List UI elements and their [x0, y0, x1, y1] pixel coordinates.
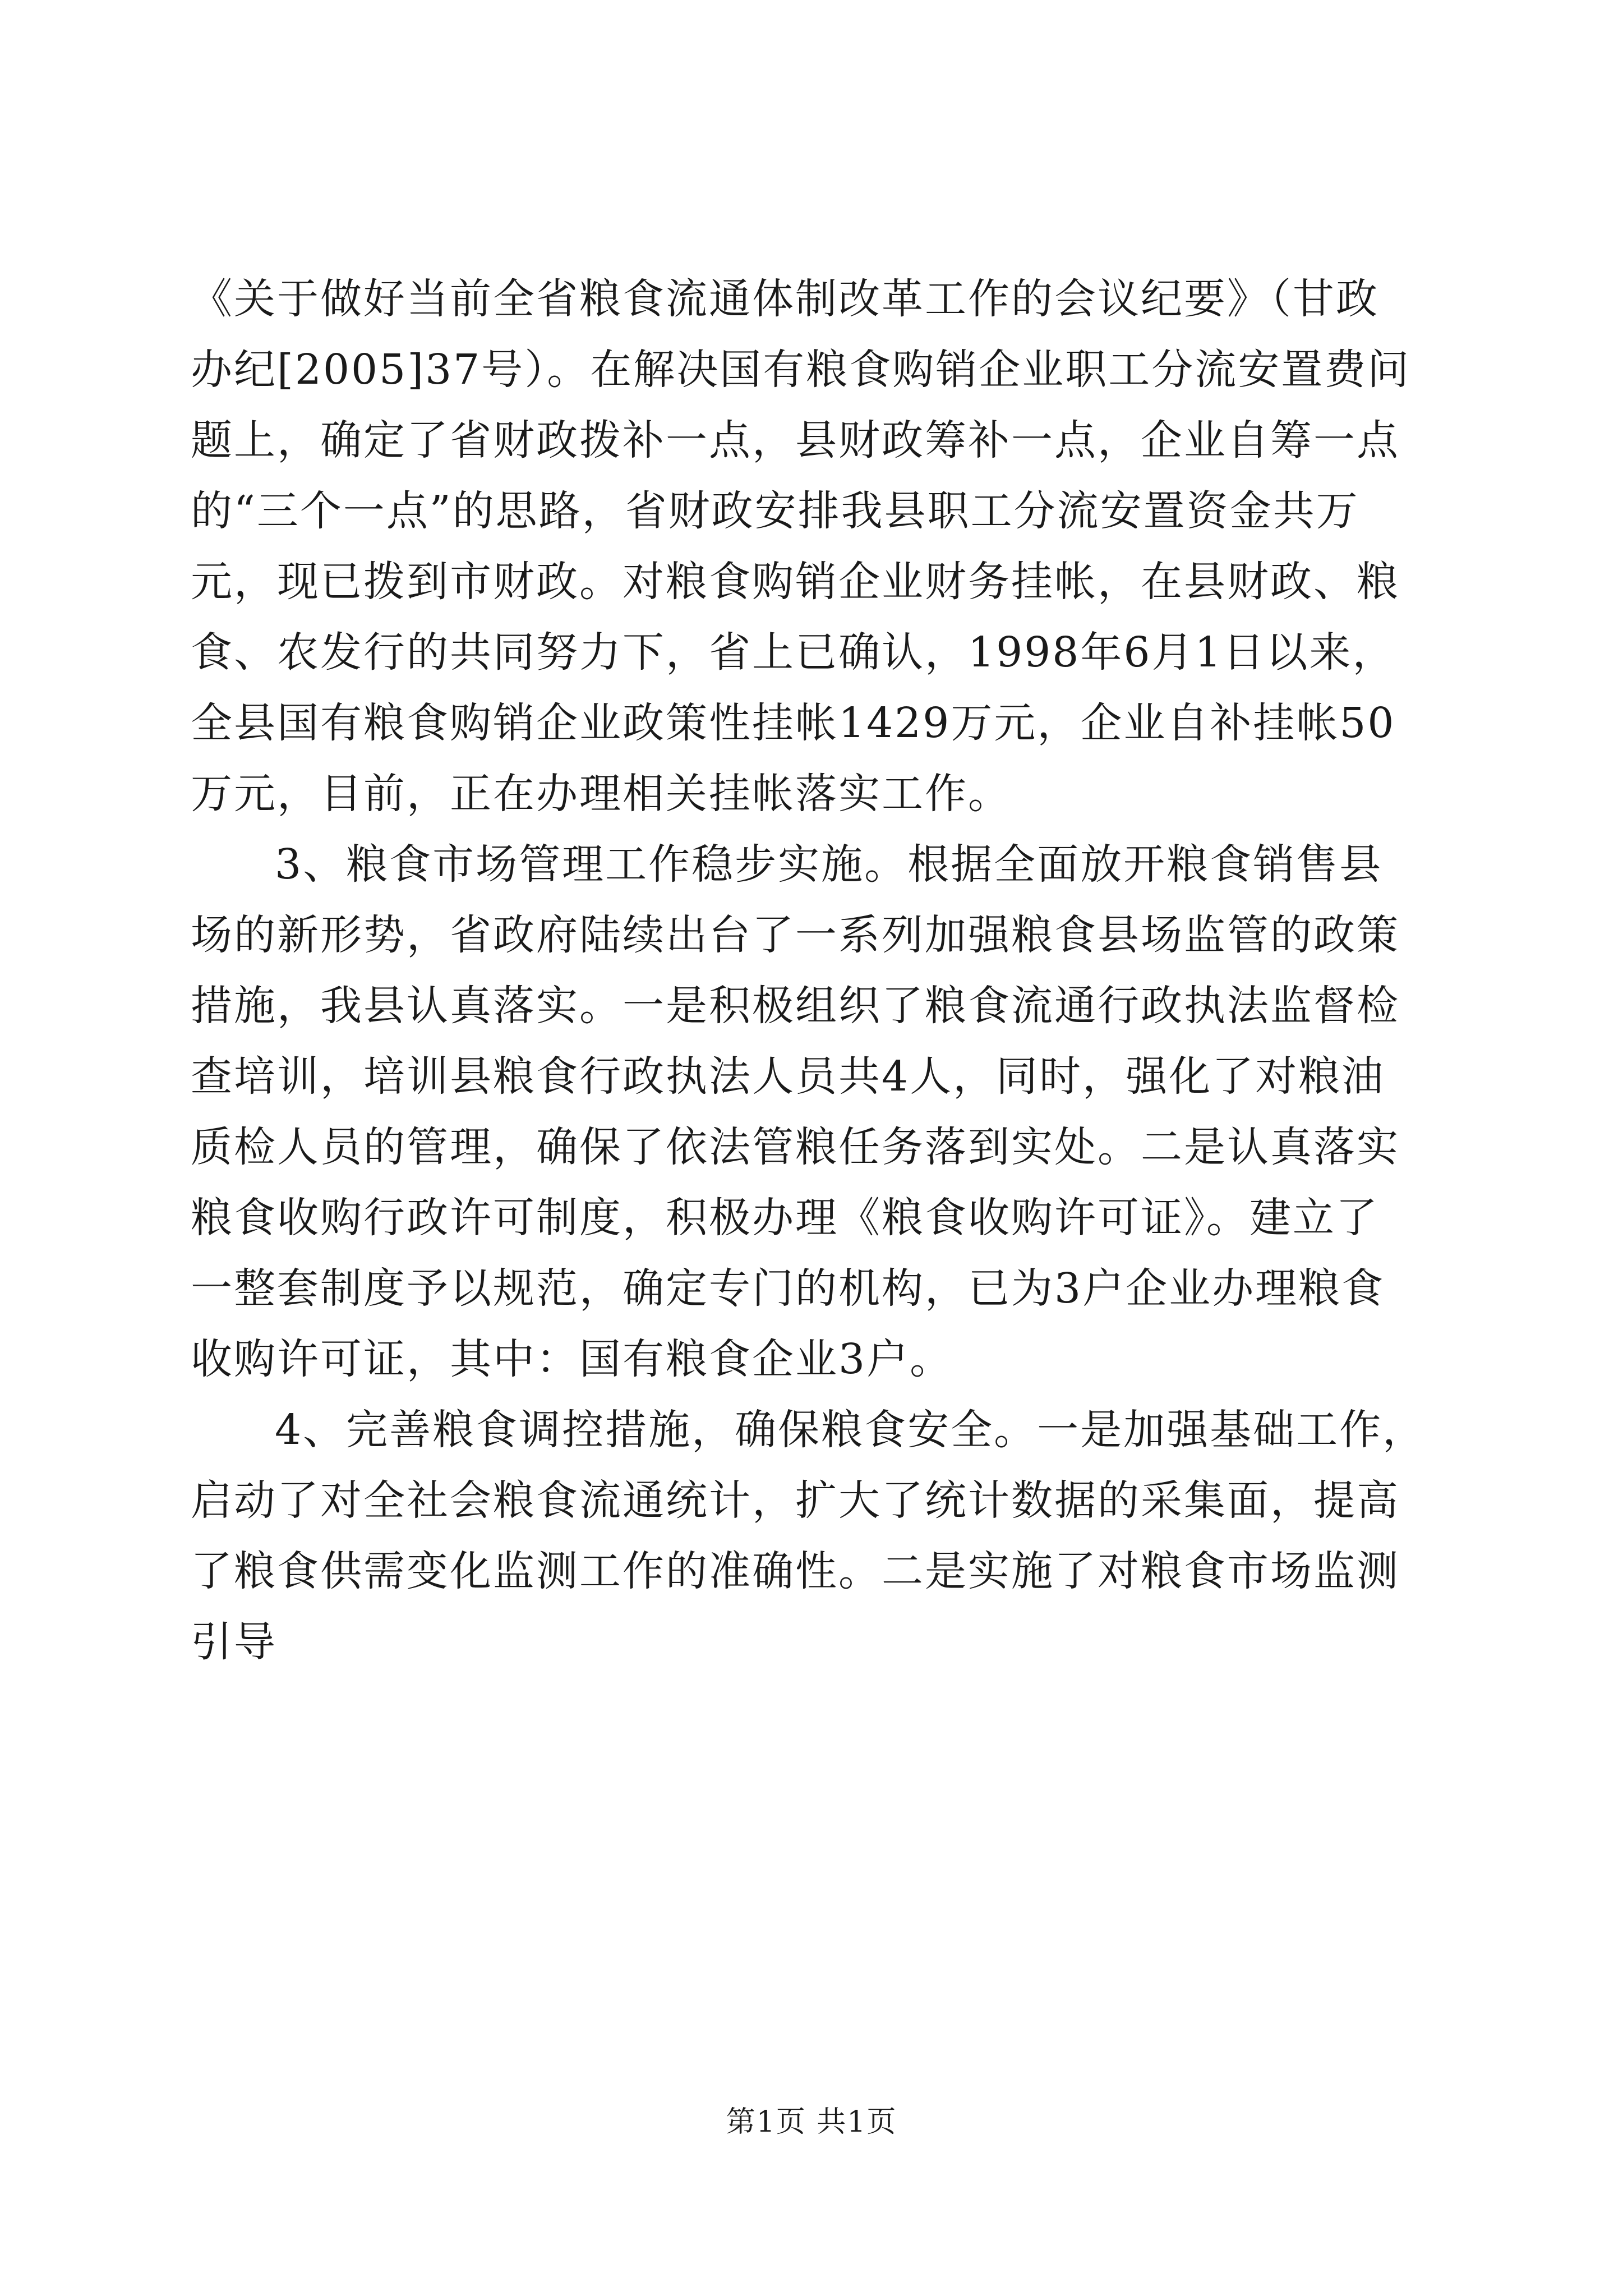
- paragraph-3-first-line: 3、粮食市场管理工作稳步实施。根据全面放开粮食销售县: [275, 840, 1383, 889]
- text-line: 粮食收购行政许可制度，积极办理《粮食收购许可证》。建立了: [191, 1194, 1379, 1242]
- text-line: 引导: [191, 1618, 277, 1666]
- text-line: 《关于做好当前全省粮食流通体制改革工作的会议纪要》（甘政: [191, 275, 1379, 323]
- text-line: 收购许可证，其中：国有粮食企业3户。: [191, 1335, 953, 1383]
- text-line: 办纪[2005]37号）。在解决国有粮食购销企业职工分流安置费问: [191, 346, 1411, 394]
- text-line: 元，现已拨到市财政。对粮食购销企业财务挂帐，在县财政、粮: [191, 558, 1400, 606]
- text-line: 全县国有粮食购销企业政策性挂帐1429万元，企业自补挂帐50: [191, 699, 1396, 747]
- text-line: 启动了对全社会粮食流通统计，扩大了统计数据的采集面，提高: [191, 1476, 1400, 1525]
- document-body: [191, 264, 1441, 1677]
- paragraph-4-first-line: 4、完善粮食调控措施，确保粮食安全。一是加强基础工作，: [275, 1406, 1426, 1454]
- text-line: 场的新形势，省政府陆续出台了一系列加强粮食县场监管的政策: [191, 911, 1400, 959]
- text-line: 食、农发行的共同努力下，省上已确认，1998年6月1日以来，: [191, 628, 1396, 677]
- text-line: 万元，目前，正在办理相关挂帐落实工作。: [191, 770, 1011, 818]
- text-line: 题上，确定了省财政拨补一点，县财政筹补一点，企业自筹一点: [191, 416, 1400, 464]
- text-line: 的“三个一点”的思路，省财政安排我县职工分流安置资金共万: [191, 487, 1359, 535]
- text-line: 一整套制度予以规范，确定专门的机构，已为3户企业办理粮食: [191, 1264, 1385, 1313]
- text-line: 查培训，培训县粮食行政执法人员共4人，同时，强化了对粮油: [191, 1052, 1385, 1101]
- text-line: 质检人员的管理，确保了依法管粮任务落到实处。二是认真落实: [191, 1123, 1400, 1171]
- page-number-footer: 第1页 共1页: [726, 2105, 897, 2139]
- text-line: 了粮食供需变化监测工作的准确性。二是实施了对粮食市场监测: [191, 1547, 1400, 1595]
- text-line: 措施，我县认真落实。一是积极组织了粮食流通行政执法监督检: [191, 982, 1400, 1030]
